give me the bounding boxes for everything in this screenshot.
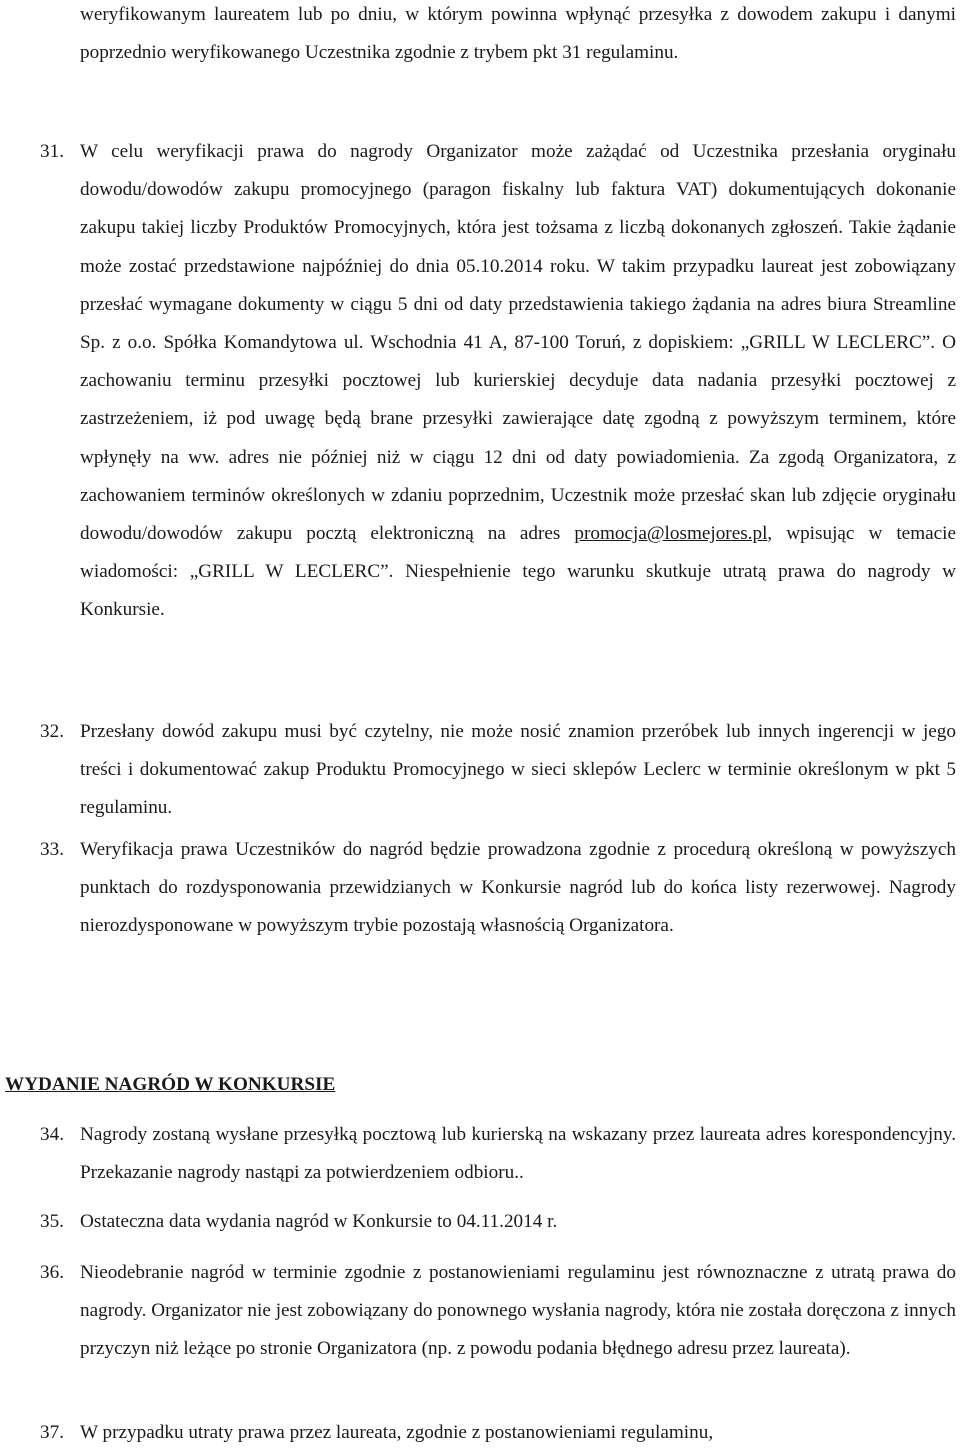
paragraph-31-text-a: W celu weryfikacji prawa do nagrody Organizator może zażądać od Uczestnika przesłania oryginału dowodu/dowodów zakupu promocyjnego (paragon fiskalny lub faktura VAT) dokumentujących dokonanie zakupu takiej liczby Produktów Promocyjnych, która jest tożsama z liczbą dokonanych zgłoszeń. Takie żądanie może zostać przedstawione najpóźniej do dnia 05.10.2014 roku. W takim przypadku laureat jest zobowiązany przesłać wymagane dokumenty w ciągu 5 dni od daty przedstawienia takiego żądania na adres biura Streamline Sp. z o.o. Spółka Komandytowa ul. Wschodnia 41 A, 87-100 Toruń, z dopiskiem: „GRILL W LECLERC”. O zachowaniu terminu przesyłki pocztowej lub kurierskiej decyduje data nadania przesyłki pocztowej z zastrzeżeniem, iż pod uwagę będą brane przesyłki zawierające datę zgodną z powyższym terminem, które wpłynęły na ww. adres nie później niż w ciągu 12 dni od daty powiadomienia. Za zgodą Organizatora, z zachowaniem terminów określonych w zdaniu poprzednim, Uczestnik może przesłać skan lub zdjęcie oryginału dowodu/dowodów zakupu pocztą elektroniczną na adres [80, 141, 956, 545]
paragraph-32: Przesłany dowód zakupu musi być czytelny, nie może nosić znamion przeróbek lub innych ingerencji w jego treści i dokumentować zakup Produktu Promocyjnego w sieci sklepów Leclerc w terminie określonym w pkt 5 regulaminu. [80, 721, 956, 819]
item-number-35: 35. [40, 1211, 64, 1232]
item-number-32: 32. [40, 721, 64, 742]
email-link[interactable]: promocja@losmejores.pl [574, 523, 768, 545]
paragraph-37: W przypadku utraty prawa przez laureata, zgodnie z postanowieniami regulaminu, [80, 1422, 714, 1443]
item-number-37: 37. [40, 1422, 64, 1443]
paragraph-33: Weryfikacja prawa Uczestników do nagród będzie prowadzona zgodnie z procedurą określoną w powyższych punktach do rozdysponowania przewidzianych w Konkursie nagród lub do końca listy rezerwowej. Nagrody nierozdysponowane w powyższym trybie pozostają własnością Organizatora. [80, 839, 956, 937]
item-number-31: 31. [40, 141, 64, 162]
paragraph-35: Ostateczna data wydania nagród w Konkursie to 04.11.2014 r. [80, 1211, 558, 1232]
paragraph-34: Nagrody zostaną wysłane przesyłką pocztową lub kurierską na wskazany przez laureata adres korespondencyjny. Przekazanie nagrody nastąpi za potwierdzeniem odbioru.. [80, 1124, 956, 1184]
item-number-36: 36. [40, 1262, 64, 1283]
paragraph-31-text-b: , wpisując w temacie wiadomości: „GRILL W LECLERC”. Niespełnienie tego warunku skutkuje utratą prawa do nagrody w Konkursie. [80, 523, 957, 621]
item-number-33: 33. [40, 839, 64, 860]
section-heading: WYDANIE NAGRÓD W KONKURSIE [5, 1074, 336, 1095]
paragraph-36: Nieodebranie nagród w terminie zgodnie z postanowieniami regulaminu jest równoznaczne z utratą prawa do nagrody. Organizator nie jest zobowiązany do ponownego wysłania nagrody, która nie została doręczona z innych przyczyn niż leżące po stronie Organizatora (np. z powodu podania błędnego adresu przez laureata). [80, 1262, 956, 1360]
paragraph-continuation: weryfikowanym laureatem lub po dniu, w którym powinna wpłynąć przesyłka z dowodem zakupu i danymi poprzednio weryfikowanego Uczestnika zgodnie z trybem pkt 31 regulaminu. [80, 4, 956, 64]
paragraph-31 [80, 133, 956, 630]
item-number-34: 34. [40, 1124, 64, 1145]
